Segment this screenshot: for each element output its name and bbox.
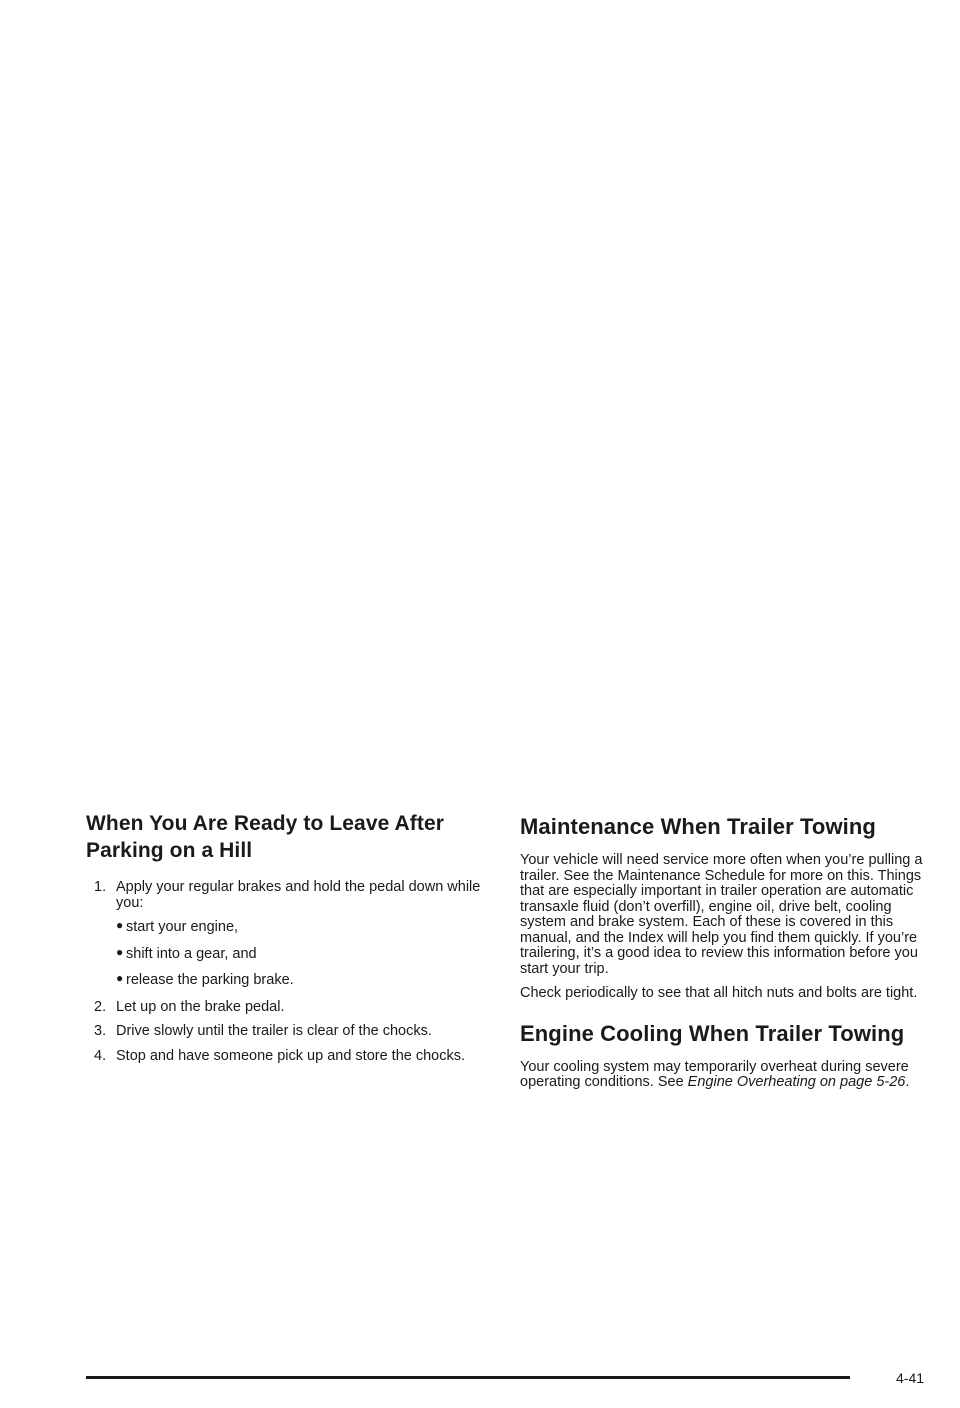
step-text: Stop and have someone pick up and store the chocks. — [116, 1047, 466, 1064]
bullet-text: shift into a gear, and — [126, 945, 257, 962]
step-text: Apply your regular brakes and hold the pedal down while you: — [116, 879, 481, 911]
left-column — [86, 810, 486, 1073]
cross-reference-link[interactable]: Engine Overheating on page 5-26 — [687, 1074, 906, 1090]
paragraph-end: . — [905, 1074, 910, 1090]
list-item — [116, 973, 486, 989]
list-item — [86, 1049, 486, 1065]
bullet-text: release the parking brake. — [126, 972, 294, 988]
bullet-icon: ● — [116, 971, 124, 985]
bullet-icon: ● — [116, 944, 124, 959]
right-column — [520, 810, 930, 1100]
bullet-icon: ● — [116, 918, 124, 932]
step-number: 3. — [94, 1023, 107, 1039]
paragraph-hitch-check: Check periodically to see that all hitch nuts and bolts are tight. — [520, 985, 918, 1001]
step-number: 1. — [94, 879, 107, 895]
section-heading-maintenance: Maintenance When Trailer Towing — [520, 814, 876, 839]
step-number: 4. — [94, 1047, 107, 1064]
list-item — [86, 880, 486, 989]
bullet-list — [116, 920, 486, 989]
paragraph-engine-cooling — [520, 1060, 930, 1091]
list-item — [116, 944, 486, 963]
paragraph-text: Your cooling system may temporarily overheat during severe operating conditions. See — [520, 1058, 909, 1090]
step-text: Let up on the brake pedal. — [116, 998, 285, 1015]
section-heading-engine-cooling: Engine Cooling When Trailer Towing — [520, 1020, 905, 1046]
section-heading-leave-after-parking: When You Are Ready to Leave After Parking on a Hill — [86, 812, 445, 862]
list-item — [86, 1024, 486, 1040]
paragraph-maintenance: Your vehicle will need service more often when you’re pulling a trailer. See the Maintenance Schedule for more on this. Things that are especially important in trailer operation are automatic transaxle fluid (don’t overfill), engine oil, drive belt, cooling system and brake system. Each of these is covered in this manual, and the Index will help you find them quickly. If you’re trailering, it’s a good idea to review this information before you start your trip. — [520, 852, 923, 977]
step-number: 2. — [94, 998, 107, 1015]
list-item — [116, 920, 486, 936]
footer-rule — [86, 1376, 850, 1379]
step-text: Drive slowly until the trailer is clear of the chocks. — [116, 1023, 432, 1039]
steps-list — [86, 880, 486, 1064]
page-number: 4-41 — [896, 1370, 925, 1386]
list-item — [86, 1000, 486, 1016]
bullet-text: start your engine, — [126, 919, 239, 935]
